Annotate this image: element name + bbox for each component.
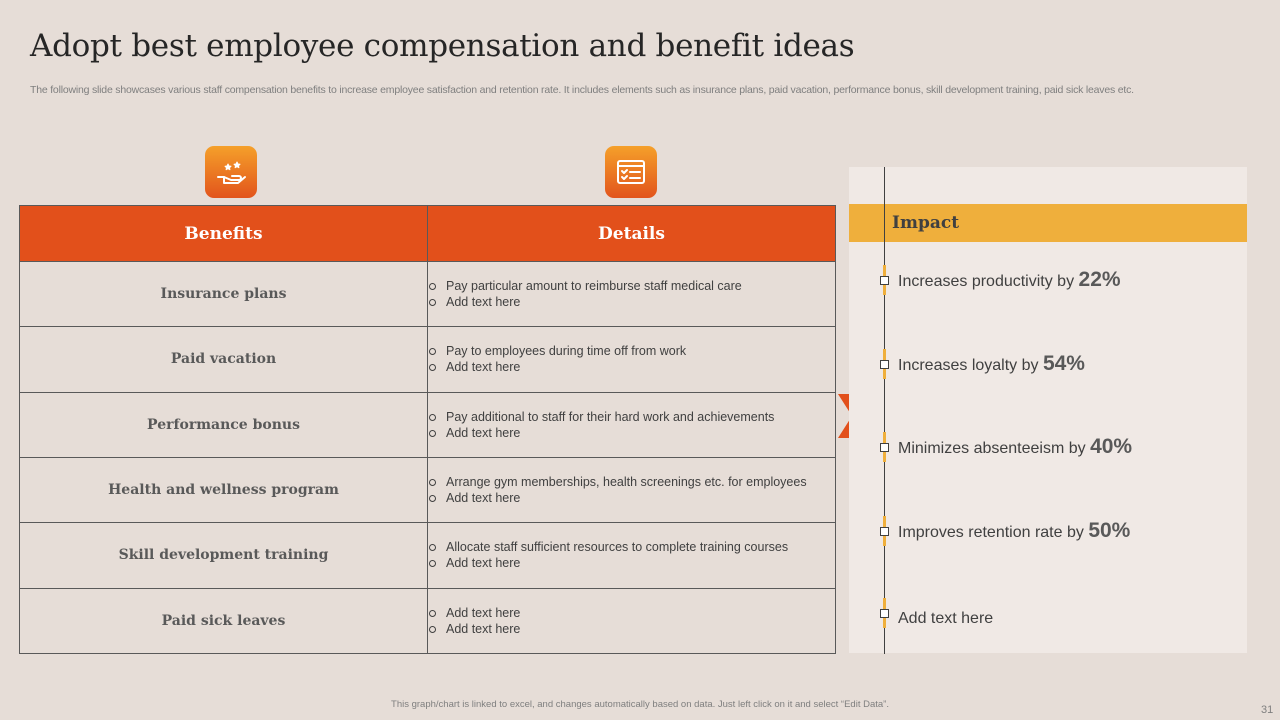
benefits-table bbox=[19, 205, 836, 654]
table-row bbox=[20, 588, 836, 653]
timeline-marker bbox=[880, 276, 889, 285]
table-row bbox=[20, 327, 836, 392]
detail-bullet: Add text here bbox=[428, 621, 835, 637]
details-cell bbox=[428, 262, 836, 327]
detail-bullet: Add text here bbox=[428, 605, 835, 621]
impact-text bbox=[898, 352, 1085, 376]
timeline-marker bbox=[880, 609, 889, 618]
impact-percentage: 54% bbox=[1042, 352, 1085, 375]
benefit-cell: Performance bonus bbox=[20, 392, 428, 457]
impact-label: Minimizes absenteeism by bbox=[898, 440, 1091, 457]
impact-label: Increases loyalty by bbox=[898, 357, 1043, 374]
impact-percentage: 50% bbox=[1088, 519, 1131, 542]
detail-bullet: Add text here bbox=[428, 490, 835, 506]
benefit-cell: Health and wellness program bbox=[20, 457, 428, 522]
impact-timeline-line bbox=[884, 167, 885, 654]
details-column-header: Details bbox=[428, 206, 836, 262]
page-subtitle: The following slide showcases various staff compensation benefits to increase employee satisfaction and retention rate. It includes elements such as insurance plans, paid vacation, performance bonus, skill development training, paid sick leaves etc. bbox=[30, 84, 1134, 96]
hand-with-stars-icon bbox=[205, 146, 257, 198]
page-number: 31 bbox=[1261, 704, 1274, 716]
footer-note: This graph/chart is linked to excel, and changes automatically based on data. Just left click on it and select “Edit Data”. bbox=[391, 699, 889, 710]
benefit-cell: Insurance plans bbox=[20, 262, 428, 327]
details-cell bbox=[428, 588, 836, 653]
detail-bullet: Add text here bbox=[428, 555, 835, 571]
impact-percentage: 40% bbox=[1090, 435, 1133, 458]
impact-title: Impact bbox=[892, 213, 960, 233]
detail-bullet: Arrange gym memberships, health screenings etc. for employees bbox=[428, 474, 835, 490]
detail-bullet: Add text here bbox=[428, 425, 835, 441]
impact-text bbox=[898, 435, 1132, 459]
page-title: Adopt best employee compensation and benefit ideas bbox=[30, 28, 855, 64]
timeline-marker bbox=[880, 360, 889, 369]
details-cell bbox=[428, 327, 836, 392]
detail-bullet: Pay particular amount to reimburse staff medical care bbox=[428, 278, 835, 294]
impact-text bbox=[898, 268, 1121, 292]
detail-bullet: Pay additional to staff for their hard work and achievements bbox=[428, 409, 835, 425]
impact-label: Add text here bbox=[898, 610, 994, 627]
table-row bbox=[20, 457, 836, 522]
impact-label: Improves retention rate by bbox=[898, 524, 1089, 541]
timeline-marker bbox=[880, 527, 889, 536]
detail-bullet: Add text here bbox=[428, 359, 835, 375]
impact-percentage: 22% bbox=[1078, 268, 1121, 291]
detail-bullet: Pay to employees during time off from work bbox=[428, 343, 835, 359]
table-header-row bbox=[20, 206, 836, 262]
detail-bullet: Add text here bbox=[428, 294, 835, 310]
impact-text bbox=[898, 605, 993, 629]
table-row bbox=[20, 392, 836, 457]
table-row bbox=[20, 262, 836, 327]
impact-text bbox=[898, 519, 1130, 543]
checklist-window-icon bbox=[605, 146, 657, 198]
timeline-marker bbox=[880, 443, 889, 452]
table-row bbox=[20, 523, 836, 588]
benefit-cell: Paid sick leaves bbox=[20, 588, 428, 653]
benefit-cell: Paid vacation bbox=[20, 327, 428, 392]
details-cell bbox=[428, 392, 836, 457]
impact-label: Increases productivity by bbox=[898, 273, 1079, 290]
detail-bullet: Allocate staff sufficient resources to complete training courses bbox=[428, 539, 835, 555]
benefits-column-header: Benefits bbox=[20, 206, 428, 262]
details-cell bbox=[428, 457, 836, 522]
benefit-cell: Skill development training bbox=[20, 523, 428, 588]
details-cell bbox=[428, 523, 836, 588]
